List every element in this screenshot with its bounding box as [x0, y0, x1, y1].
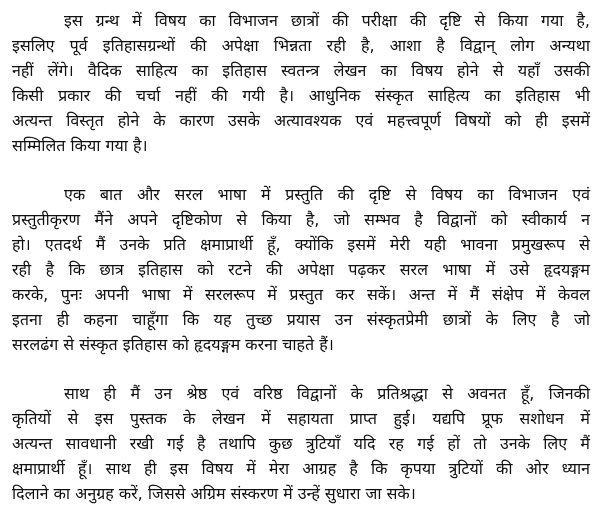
- text-line: रही है कि छात्र इतिहास को रटने की अपेक्षा पढ़कर सरल भाषा में उसे हृदयङ्गम: [12, 260, 590, 279]
- text-line: नहीं लेंगे। वैदिक साहित्य का इतिहास स्वतन्त्र लेखन का विषय होने से यहाँ उसकी: [12, 61, 590, 80]
- text-line: इतना ही कहना चाहूँगा कि यह तुच्छ प्रयास उन संस्कृतप्रेमी छात्रों के लिए है जो: [12, 310, 590, 329]
- text-line: सम्मिलित किया गया है।: [12, 136, 148, 155]
- text-line: किसी प्रकार की चर्चा नहीं की गयी है। आधुनिक संस्कृत साहित्य का इतिहास भी: [12, 86, 590, 105]
- text-line: एक बात और सरल भाषा में प्रस्तुति की दृष्टि से विषय का विभाजन एवं: [64, 185, 590, 204]
- text-line: अत्यन्त सावधानी रखी गई है तथापि कुछ त्रुटियाँ यदि रह गई हों तो उनके लिए मैं: [12, 434, 590, 453]
- paragraph: [12, 182, 590, 357]
- text-line: साथ ही मैं उन श्रेष्ठ एवं वरिष्ठ विद्वानों के प्रतिश्रद्धा से अवनत हूँ, जिनकी: [64, 384, 590, 403]
- text-line: सरलढंग से संस्कृत इतिहास को हृदयङ्गम करना चाहते हैं।: [12, 335, 334, 354]
- paragraph: [12, 8, 590, 158]
- text-line: अत्यन्त विस्तृत होने के कारण उसके अत्यावश्यक एवं महत्त्वपूर्ण विषयों को ही इसमें: [12, 111, 590, 130]
- text-line: करके, पुनः अपनी भाषा में सरलरूप में प्रस्तुत कर सकें। अन्त में मैं संक्षेप में केवल: [12, 285, 590, 304]
- paragraph: [12, 381, 590, 506]
- text-line: प्रस्तुतीकृरण मैंने अपने दृष्टिकोण से किया है, जो सम्भव है विद्वानों को स्वीकार्य न: [12, 210, 590, 229]
- text-line: इस ग्रन्थ में विषय का विभाजन छात्रों की परीक्षा की दृष्टि से किया गया है,: [64, 11, 590, 30]
- document-page: [12, 8, 590, 530]
- text-line: कृतियों से इस पुस्तक के लेखन में सहायता प्राप्त हुई। यद्यपि प्रूफ सशोधन में: [12, 409, 590, 428]
- text-line: इसलिए पूर्व इतिहासग्रन्थों की अपेक्षा भिन्नता रही है, आशा है विद्वान् लोग अन्यथा: [12, 36, 590, 55]
- text-line: हो। एतदर्थ मैं उनके प्रति क्षमाप्रार्थी हूँ, क्योंकि इसमें मेरी यही भावना प्रमुखरूप से: [12, 235, 590, 254]
- text-line: दिलाने का अनुग्रह करें, जिससे अग्रिम संस्करण में उन्हें सुधारा जा सके।: [12, 484, 416, 503]
- text-line: क्षमाप्रार्थी हूँ। साथ ही इस विषय में मेरा आग्रह है कि कृपया त्रुटियों की ओर ध्यान: [12, 459, 590, 478]
